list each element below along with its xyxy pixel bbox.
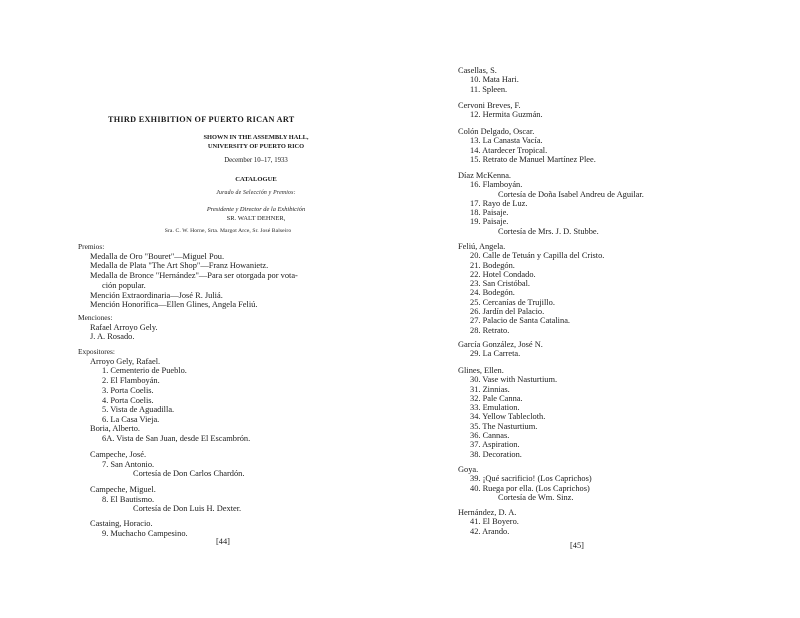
subtitle-line-1: SHOWN IN THE ASSEMBLY HALL, (203, 134, 309, 141)
artist-name: García González, José N. (458, 340, 543, 349)
page-number: [45] (570, 541, 584, 550)
artwork-line: 39. ¡Qué sacrificio! (Los Caprichos) (470, 474, 592, 484)
artwork-line: 3. Porta Coelis. (102, 385, 154, 395)
artist-entry (78, 450, 378, 479)
expositores-heading: Expositores: (78, 347, 115, 356)
artwork-line: 29. La Carreta. (470, 349, 521, 359)
artwork-line: 11. Spleen. (470, 84, 508, 94)
artwork-line: 33. Emulation. (470, 403, 520, 413)
artist-name: Arroyo Gely, Rafael. (90, 356, 161, 366)
artwork-line: 18. Paisaje. (470, 208, 509, 218)
mencion-line: Rafael Arroyo Gely. (90, 322, 158, 332)
premios-section (78, 242, 378, 310)
artist-name: Colón Delgado, Oscar. (458, 127, 535, 136)
artist-entry (458, 366, 758, 459)
artist-entry (78, 519, 378, 538)
director-name: SR. WALT DEHNER, (226, 215, 286, 222)
artwork-line: 24. Bodegón. (470, 288, 515, 298)
artwork-line: 25. Cercanías de Trujillo. (470, 297, 555, 307)
page-number: [44] (216, 537, 230, 546)
premio-line: Medalla de Bronce "Hernández"—Para ser otorgada por vota- (90, 271, 298, 281)
artwork-line: 28. Retrato. (470, 325, 510, 335)
artwork-line: 6A. Vista de San Juan, desde El Escambrón. (102, 433, 251, 443)
artwork-line: 38. Decoration. (470, 449, 522, 459)
artist-name: Casellas, S. (458, 66, 497, 75)
artwork-line: 8. El Bautismo. (102, 494, 155, 504)
artwork-line: 2. El Flamboyán. (102, 376, 160, 386)
artist-entry (458, 340, 758, 359)
artwork-line: 17. Rayo de Luz. (470, 198, 528, 208)
director-heading: Presidente y Director de la Exhibición (206, 206, 306, 213)
artwork-line: 9. Muchacho Campesino. (102, 528, 188, 538)
artwork-line: 26. Jardín del Palacio. (470, 307, 545, 317)
artwork-line: 10. Mata Hari. (470, 75, 519, 85)
artwork-line: 30. Vase with Nasturtium. (470, 375, 558, 385)
artist-entry (458, 101, 758, 120)
premio-line: Mención Honorífica—Ellen Glines, Angela Feliú. (90, 300, 258, 310)
artwork-note: Cortesía de Don Carlos Chardón. (133, 469, 245, 479)
artwork-line: 7. San Antonio. (102, 459, 155, 469)
artist-entry (78, 424, 378, 443)
artwork-line: 1. Cementerio de Pueblo. (102, 366, 187, 376)
artwork-line: 40. Ruega por ella. (Los Caprichos) (470, 483, 590, 493)
artwork-line: 37. Aspiration. (470, 440, 520, 450)
subtitle-line-2: UNIVERSITY OF PUERTO RICO (207, 143, 305, 150)
artist-entry (458, 242, 758, 335)
artwork-line: 22. Hotel Condado. (470, 269, 536, 279)
artwork-line: 19. Paisaje. (470, 217, 509, 227)
menciones-heading: Menciones: (78, 313, 113, 322)
exhibition-title: THIRD EXHIBITION OF PUERTO RICAN ART (108, 115, 295, 124)
artwork-line: 6. La Casa Vieja. (102, 414, 160, 424)
premio-line: Mención Extraordinaria—José R. Juliá. (90, 290, 223, 300)
artwork-note: Cortesía de Don Luis H. Dexter. (133, 504, 242, 514)
artwork-line: 16. Flamboyán. (470, 180, 523, 190)
expositores-section (78, 347, 378, 425)
premio-line: Medalla de Oro "Bouret"—Miguel Pou. (90, 251, 225, 261)
artist-name: Glines, Ellen. (458, 366, 504, 375)
premio-line: ción popular. (102, 280, 146, 290)
artist-name: Castaing, Horacio. (90, 519, 153, 528)
artwork-line: 4. Porta Coelis. (102, 395, 154, 405)
artist-name: Goya. (458, 465, 479, 474)
artist-entry (458, 508, 758, 536)
premios-heading: Premios: (78, 242, 105, 251)
artwork-line: 20. Calle de Tetuán y Capilla del Cristo. (470, 251, 605, 261)
jury-heading: Jurado de Selección y Premios: (216, 190, 296, 196)
artist-name: Díaz McKenna. (458, 171, 512, 180)
artist-entry (458, 66, 758, 94)
artwork-line: 32. Pale Canna. (470, 393, 523, 403)
artwork-line: 31. Zinnias. (470, 384, 510, 394)
artist-name: Cervoni Breves, F. (458, 101, 521, 110)
artist-name: Campeche, José. (90, 450, 147, 459)
exhibition-dates: December 10–17, 1933 (224, 157, 288, 164)
artwork-line: 21. Bodegón. (470, 260, 515, 270)
artwork-note: Cortesía de Doña Isabel Andreu de Aguilar. (498, 189, 644, 199)
artwork-line: 23. San Cristóbal. (470, 279, 531, 289)
artist-name: Feliú, Angela. (458, 242, 506, 251)
artwork-line: 13. La Canasta Vacía. (470, 136, 543, 146)
artwork-line: 12. Hermita Guzmán. (470, 110, 543, 120)
artist-entry (458, 171, 758, 236)
artwork-note: Cortesía de Wm. Sinz. (498, 492, 574, 502)
artwork-line: 14. Atardecer Tropical. (470, 145, 548, 155)
premio-line: Medalla de Plata "The Art Shop"—Franz Howanietz. (90, 261, 269, 271)
artwork-line: 27. Palacio de Santa Catalina. (470, 316, 571, 326)
artist-name: Campeche, Miguel. (90, 485, 156, 494)
artwork-line: 42. Arando. (470, 526, 510, 536)
artist-entry (458, 465, 758, 502)
mencion-line: J. A. Rosado. (90, 332, 135, 342)
artwork-line: 15. Retrato de Manuel Martínez Plee. (470, 154, 596, 164)
artwork-line: 36. Cannas. (470, 431, 510, 441)
artwork-line: 35. The Nasturtium. (470, 421, 538, 431)
jury-members: Sra. C. W. Horne, Srta. Margot Arce, Sr. José Balseiro (164, 228, 292, 234)
artist-entry (458, 127, 758, 164)
catalogue-heading: CATALOGUE (235, 176, 277, 183)
artwork-line: 41. El Boyero. (470, 517, 519, 527)
artwork-line: 34. Yellow Tablecloth. (470, 412, 546, 422)
artwork-line: 5. Vista de Aguadilla. (102, 405, 175, 415)
exhibition-subtitle (146, 133, 366, 151)
artist-name: Hernández, D. A. (458, 508, 517, 517)
menciones-section (78, 313, 378, 342)
artist-entry (78, 485, 378, 514)
artwork-note: Cortesía de Mrs. J. D. Stubbe. (498, 226, 599, 236)
artist-name: Boria, Alberto. (90, 424, 141, 433)
